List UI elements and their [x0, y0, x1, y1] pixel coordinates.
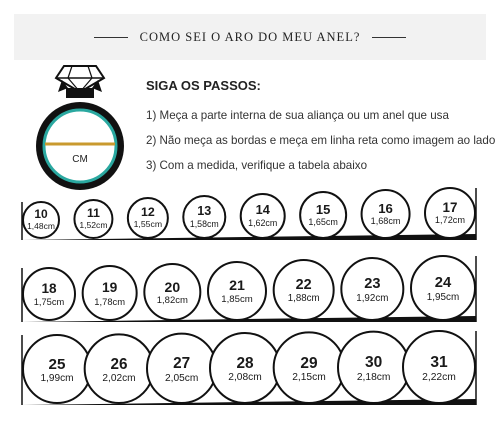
size-cm: 1,65cm: [308, 217, 338, 227]
size-number: 14: [255, 202, 270, 217]
size-number: 23: [364, 276, 381, 292]
size-label: [73, 207, 113, 230]
size-cm: 1,55cm: [133, 219, 163, 230]
size-label: [22, 208, 60, 231]
size-cm: 1,99cm: [40, 373, 74, 385]
size-number: 12: [140, 205, 155, 219]
size-number: 22: [295, 277, 312, 293]
size-cm: 2,08cm: [228, 372, 262, 384]
size-label: [207, 279, 267, 305]
size-number: 10: [34, 207, 48, 221]
step-3: 3) Com a medida, verifique a tabela abaixo: [146, 159, 368, 172]
size-number: 26: [110, 355, 128, 373]
size-label: [337, 355, 410, 383]
size-label: [209, 356, 281, 384]
steps-heading: SIGA OS PASSOS:: [146, 78, 261, 93]
size-cm: 2,22cm: [422, 371, 456, 383]
size-cm: 1,48cm: [27, 221, 55, 231]
size-number: 19: [101, 280, 118, 295]
size-label: [410, 276, 476, 303]
size-number: 20: [164, 279, 181, 295]
size-number: 16: [378, 201, 393, 216]
size-label: [127, 206, 169, 229]
size-number: 27: [173, 355, 191, 373]
size-label: [402, 355, 476, 383]
size-cm: 2,02cm: [102, 372, 136, 384]
size-label: [22, 282, 76, 307]
size-cm: 1,68cm: [370, 216, 401, 227]
size-cm: 1,52cm: [79, 220, 108, 231]
size-label: [143, 280, 201, 306]
size-cm: 1,75cm: [33, 296, 65, 307]
size-label: [273, 356, 346, 384]
size-label: [273, 278, 335, 304]
size-cm: 1,92cm: [356, 292, 389, 304]
size-cm: 1,95cm: [426, 291, 460, 303]
size-number: 15: [315, 202, 331, 217]
size-cm: 1,88cm: [287, 293, 320, 305]
size-number: 31: [430, 354, 448, 371]
size-label: [182, 205, 226, 228]
size-cm: 1,82cm: [156, 295, 188, 306]
size-number: 25: [48, 356, 66, 373]
size-label: [340, 277, 404, 303]
measure-label: CM: [72, 154, 88, 165]
size-number: 30: [365, 354, 383, 372]
size-label: [299, 203, 347, 227]
size-label: [22, 357, 92, 384]
size-cm: 1,72cm: [434, 215, 466, 226]
size-number: 21: [229, 278, 245, 294]
size-cm: 1,78cm: [94, 295, 126, 307]
size-number: 11: [86, 206, 100, 220]
page-title: COMO SEI O ARO DO MEU ANEL?: [139, 29, 361, 44]
size-cm: 2,18cm: [356, 371, 391, 383]
step-1: 1) Meça a parte interna de sua aliança ou um anel que usa: [146, 109, 449, 122]
size-label: [146, 356, 217, 384]
size-cm: 2,05cm: [165, 372, 199, 384]
size-cm: 1,58cm: [189, 218, 219, 229]
size-label: [361, 202, 411, 226]
size-number: 28: [236, 355, 254, 372]
size-cm: 2,15cm: [292, 372, 326, 384]
size-label: [82, 281, 138, 306]
size-number: 13: [197, 204, 212, 218]
size-cm: 1,62cm: [248, 217, 278, 228]
size-number: 18: [41, 281, 57, 296]
size-cm: 1,85cm: [221, 294, 253, 306]
size-label: [240, 204, 286, 228]
size-label: [84, 357, 155, 384]
step-2: 2) Não meça as bordas e meça em linha reta como imagem ao lado: [146, 134, 496, 147]
size-number: 29: [300, 354, 318, 372]
size-number: 17: [442, 200, 458, 215]
size-number: 24: [434, 275, 452, 291]
size-label: [424, 201, 476, 226]
